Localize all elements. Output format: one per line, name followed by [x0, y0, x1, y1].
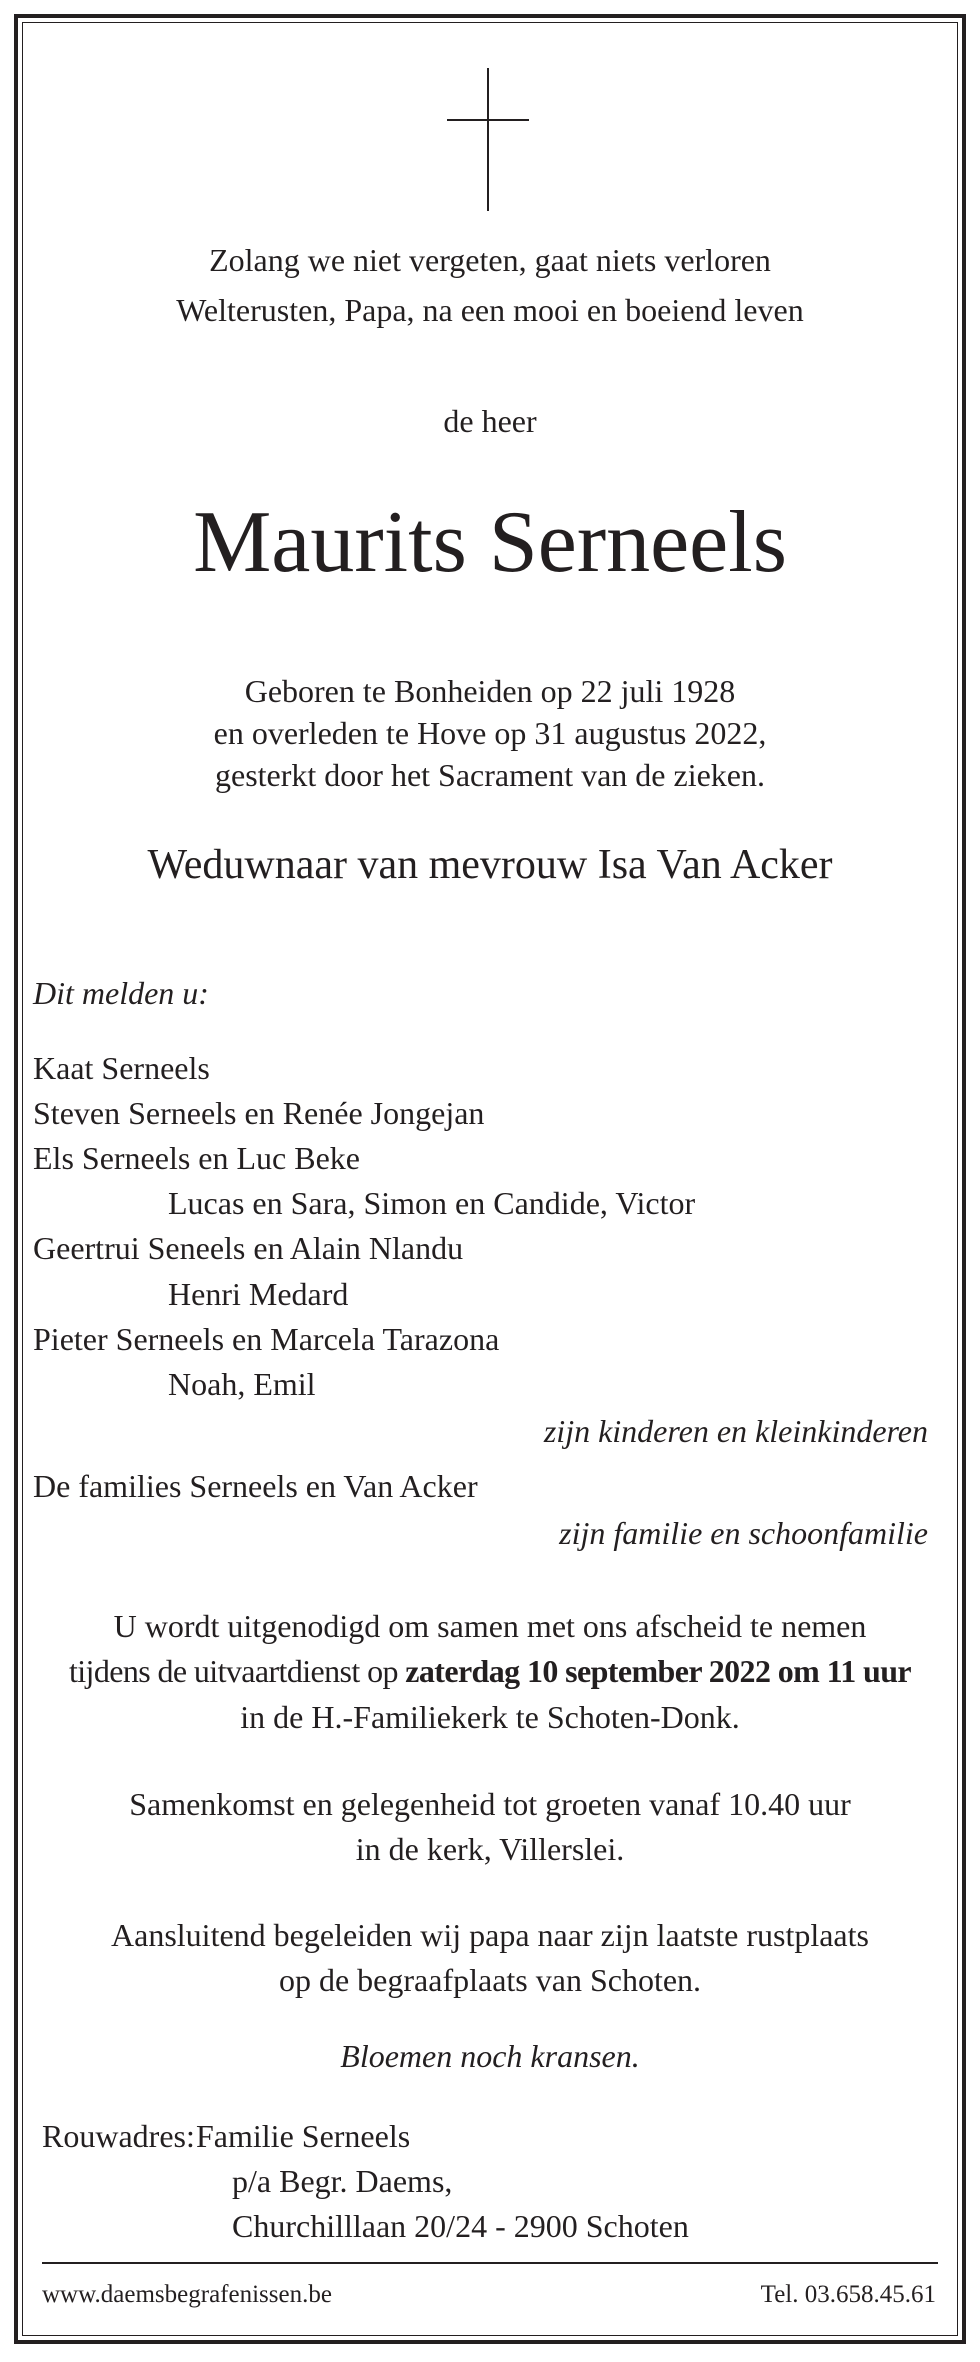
- announce-label: Dit melden u:: [33, 975, 209, 1011]
- cross-horizontal: [447, 119, 529, 121]
- quote-line: Welterusten, Papa, na een mooi en boeiend leven: [176, 292, 804, 328]
- funeral-date: zaterdag 10 september 2022 om 11 uur: [405, 1653, 912, 1689]
- quote-line: Zolang we niet vergeten, gaat niets verloren: [209, 242, 771, 278]
- family-member: Pieter Serneels en Marcela Tarazona: [33, 1321, 500, 1357]
- footer-divider: [42, 2262, 938, 2264]
- deceased-name: Maurits Serneels: [193, 494, 787, 591]
- life-line: en overleden te Hove op 31 augustus 2022,: [213, 715, 767, 751]
- phone-number: Tel. 03.658.45.61: [760, 2281, 936, 2308]
- invite-line: [0, 1651, 980, 1691]
- invite-text: tijdens de uitvaartdienst op: [68, 1653, 406, 1689]
- family-member: Kaat Serneels: [33, 1050, 210, 1086]
- family-member: Els Serneels en Luc Beke: [33, 1140, 360, 1176]
- salutation: de heer: [443, 403, 537, 439]
- website-link[interactable]: www.daemsbegrafenissen.be: [42, 2281, 332, 2308]
- burial-line: Aansluitend begeleiden wij papa naar zijn laatste rustplaats: [111, 1917, 869, 1953]
- life-line: Geboren te Bonheiden op 22 juli 1928: [244, 673, 736, 709]
- address-line: p/a Begr. Daems,: [232, 2163, 453, 2199]
- families-line: De families Serneels en Van Acker: [33, 1468, 478, 1504]
- grandchildren: Henri Medard: [168, 1276, 349, 1312]
- family-member: Steven Serneels en Renée Jongejan: [33, 1095, 485, 1131]
- gathering-line: in de kerk, Villerslei.: [355, 1831, 625, 1867]
- widower-line: Weduwnaar van mevrouw Isa Van Acker: [147, 842, 833, 888]
- flowers-note: Bloemen noch kransen.: [340, 2038, 640, 2074]
- address-line: Familie Serneels: [196, 2118, 411, 2154]
- address-line: Churchilllaan 20/24 - 2900 Schoten: [232, 2208, 689, 2244]
- invite-line: in de H.-Familiekerk te Schoten-Donk.: [240, 1699, 740, 1735]
- invite-line: U wordt uitgenodigd om samen met ons afscheid te nemen: [113, 1608, 867, 1644]
- burial-line: op de begraafplaats van Schoten.: [278, 1962, 702, 1998]
- address-label: Rouwadres:: [42, 2118, 195, 2154]
- life-line: gesterkt door het Sacrament van de zieken.: [215, 757, 765, 793]
- gathering-line: Samenkomst en gelegenheid tot groeten vanaf 10.40 uur: [129, 1786, 851, 1822]
- family-member: Geertrui Seneels en Alain Nlandu: [33, 1230, 464, 1266]
- grandchildren: Noah, Emil: [168, 1366, 316, 1402]
- cross-vertical: [487, 68, 489, 211]
- family-role: zijn kinderen en kleinkinderen: [543, 1413, 928, 1449]
- families-role: zijn familie en schoonfamilie: [559, 1515, 928, 1551]
- grandchildren: Lucas en Sara, Simon en Candide, Victor: [168, 1185, 696, 1221]
